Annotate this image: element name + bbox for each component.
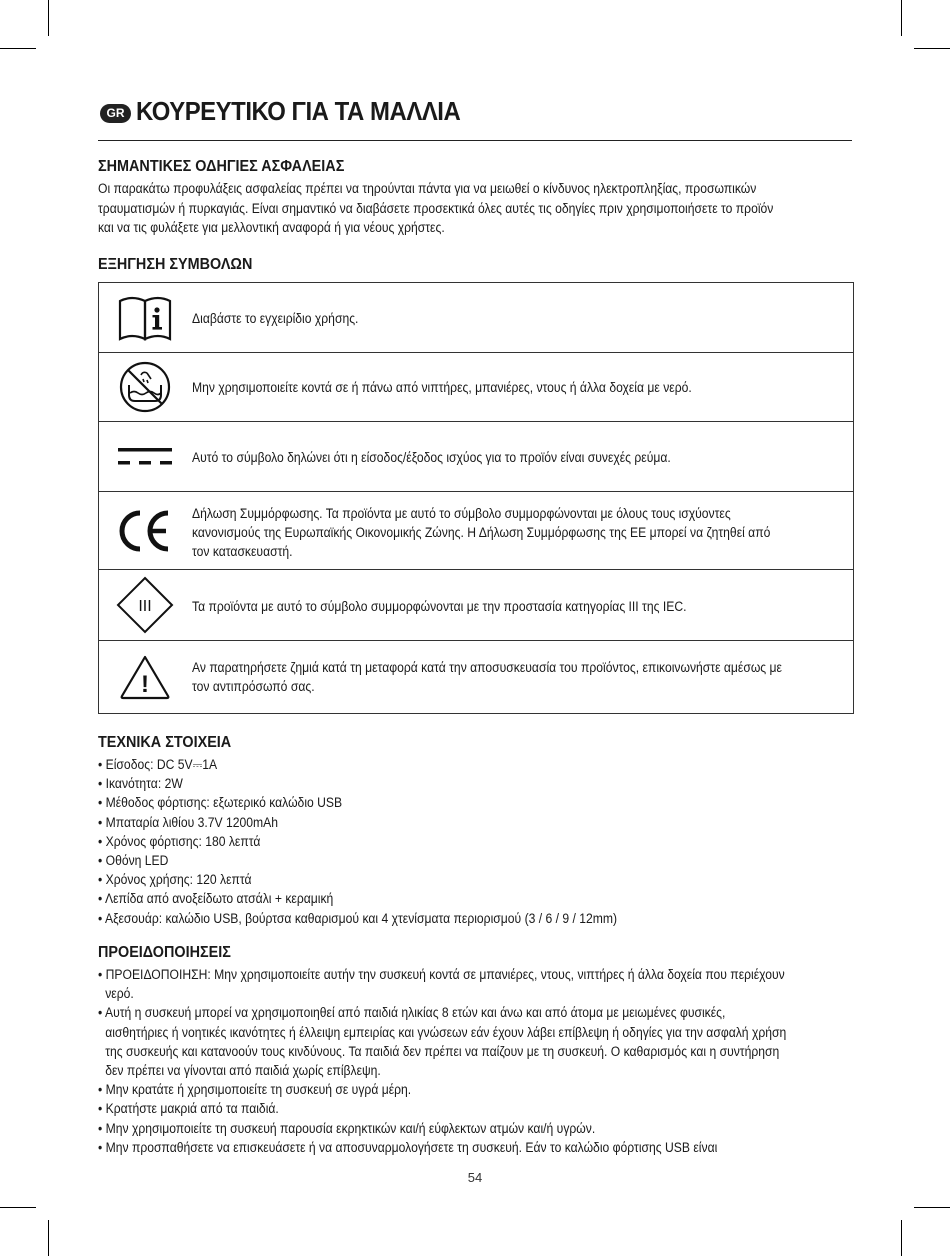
table-row: [99, 353, 853, 422]
list-item: • Ικανότητα: 2W: [98, 776, 183, 792]
list-item: • Οθόνη LED: [98, 853, 169, 869]
list-item: • Χρόνος φόρτισης: 180 λεπτά: [98, 833, 261, 849]
specs-heading: ΤΕΧΝΙΚΑ ΣΤΟΙΧΕΙΑ: [98, 734, 232, 751]
symbol-description: τον αντιπρόσωπό σας.: [192, 679, 315, 694]
list-item: • ΠΡΟΕΙΔΟΠΟΙΗΣΗ: Μην χρησιμοποιείτε αυτήν την συσκευή κοντά σε μπανιέρες, ντους, νιπτήρες ή άλλα δοχεία που περιέχουν: [98, 967, 785, 982]
symbol-description: Μην χρησιμοποιείτε κοντά σε ή πάνω από νιπτήρες, μπανιέρες, ντους ή άλλα δοχεία με νερό.: [192, 380, 692, 395]
crop-mark: [914, 48, 950, 49]
text-line: και να τις φυλάξετε για μελλοντική αναφορά ή για νέους χρήστες.: [98, 220, 445, 235]
warning-triangle-icon: [99, 641, 191, 713]
warning-mark: !: [141, 671, 149, 698]
specs-list: [98, 755, 858, 928]
table-row: [99, 641, 853, 714]
symbol-description: Αν παρατηρήσετε ζημιά κατά τη μεταφορά κατά την αποσυσκευασία του προϊόντος, επικοινωνήστε αμέσως με: [192, 660, 782, 675]
symbol-description: τον κατασκευαστή.: [192, 544, 293, 559]
safety-paragraph: [98, 179, 852, 238]
symbol-description: Αυτό το σύμβολο δηλώνει ότι η είσοδος/έξοδος ισχύος για το προϊόν είναι συνεχές ρεύμα.: [192, 450, 671, 465]
list-item-continued: αισθητήριες ή νοητικές ικανότητες ή έλλειψη εμπειρίας και γνώσεων εάν έχουν λάβει επίβλεψη ή οδηγίες για την ασφαλή χρήση: [105, 1024, 787, 1040]
symbol-description: κανονισμούς της Ευρωπαϊκής Οικονομικής Ζώνης. Η Δήλωση Συμμόρφωσης της ΕΕ μπορεί να ζητηθεί από: [192, 525, 771, 540]
language-badge: GR: [100, 104, 131, 123]
crop-mark: [48, 0, 49, 36]
list-item: • Μέθοδος φόρτισης: εξωτερικό καλώδιο USB: [98, 795, 343, 811]
safety-heading: ΣΗΜΑΝΤΙΚΕΣ ΟΔΗΓΙΕΣ ΑΣΦΑΛΕΙΑΣ: [98, 158, 345, 175]
list-item: • Αυτή η συσκευή μπορεί να χρησιμοποιηθεί από παιδιά ηλικίας 8 ετών και άνω και από άτομα με μειωμένες φυσικές,: [98, 1005, 726, 1021]
warnings-list: [98, 965, 858, 1157]
list-item: • Μπαταρία λιθίου 3.7V 1200mAh: [98, 814, 279, 830]
table-row: [99, 570, 853, 641]
table-row: [99, 283, 853, 353]
symbol-description: Διαβάστε το εγχειρίδιο χρήσης.: [192, 311, 359, 326]
list-item-continued: νερό.: [105, 986, 134, 1002]
page-title: ΚΟΥΡΕΥΤΙΚΟ ΓΙΑ ΤΑ ΜΑΛΛΙΑ: [136, 96, 461, 126]
list-item: • Αξεσουάρ: καλώδιο USB, βούρτσα καθαρισμού και 4 χτενίσματα περιορισμού (3 / 6 / 9 / 12mm): [98, 910, 618, 926]
list-item: • Λεπίδα από ανοξείδωτο ατσάλι + κεραμική: [98, 891, 334, 907]
class-iii-icon: [99, 570, 191, 640]
no-water-icon: [99, 353, 191, 421]
list-item: • Μην κρατάτε ή χρησιμοποιείτε τη συσκευή σε υγρά μέρη.: [98, 1082, 412, 1098]
list-item: • Μην προσπαθήσετε να επισκευάσετε ή να αποσυναρμολογήσετε τη συσκευή. Εάν το καλώδιο φόρτισης USB είναι: [98, 1139, 718, 1155]
manual-info-icon: [99, 283, 191, 352]
table-row: [99, 422, 853, 492]
crop-mark: [0, 1207, 36, 1208]
table-row: [99, 492, 853, 570]
list-item-continued: της συσκευής και κατανοούν τους κινδύνους. Τα παιδιά δεν πρέπει να παίζουν με τη συσκευή. Ο καθαρισμός και η συντήρηση: [105, 1043, 780, 1059]
symbol-description: Τα προϊόντα με αυτό το σύμβολο συμμορφώνονται με την προστασία κατηγορίας III της IEC.: [192, 599, 687, 614]
text-line: τραυματισμών ή πυρκαγιάς. Είναι σημαντικό να διαβάσετε προσεκτικά όλες αυτές τις οδηγίες πριν χρησιμοποιήσετε το προϊόν: [98, 200, 774, 216]
warnings-heading: ΠΡΟΕΙΔΟΠΟΙΗΣΕΙΣ: [98, 944, 231, 961]
crop-mark: [0, 48, 36, 49]
ce-mark-icon: [99, 492, 191, 569]
symbols-heading: ΕΞΗΓΗΣΗ ΣΥΜΒΟΛΩΝ: [98, 256, 253, 273]
symbols-table: [98, 282, 854, 714]
list-item: • Είσοδος: DC 5V⎓1A: [98, 757, 218, 772]
class-iii-label: III: [138, 598, 152, 615]
text-line: Οι παρακάτω προφυλάξεις ασφαλείας πρέπει να τηρούνται πάντα για να μειωθεί ο κίνδυνος ηλεκτροπληξίας, προσωπικών: [98, 181, 757, 196]
crop-mark: [901, 1220, 902, 1256]
symbol-description: Δήλωση Συμμόρφωσης. Τα προϊόντα με αυτό το σύμβολο συμμορφώνονται με όλους τους ισχύοντες: [192, 506, 731, 521]
crop-mark: [48, 1220, 49, 1256]
list-item-continued: δεν πρέπει να γίνονται από παιδιά χωρίς επίβλεψη.: [105, 1063, 381, 1079]
list-item: • Χρόνος χρήσης: 120 λεπτά: [98, 872, 252, 888]
list-item: • Κρατήστε μακριά από τα παιδιά.: [98, 1101, 279, 1117]
crop-mark: [901, 0, 902, 36]
page-number: 54: [467, 1170, 483, 1185]
list-item: • Μην χρησιμοποιείτε τη συσκευή παρουσία εκρηκτικών και/ή εύφλεκτων ατμών και/ή υγρών.: [98, 1120, 596, 1136]
title-row: [98, 96, 852, 141]
crop-mark: [914, 1207, 950, 1208]
direct-current-icon: [99, 422, 191, 491]
